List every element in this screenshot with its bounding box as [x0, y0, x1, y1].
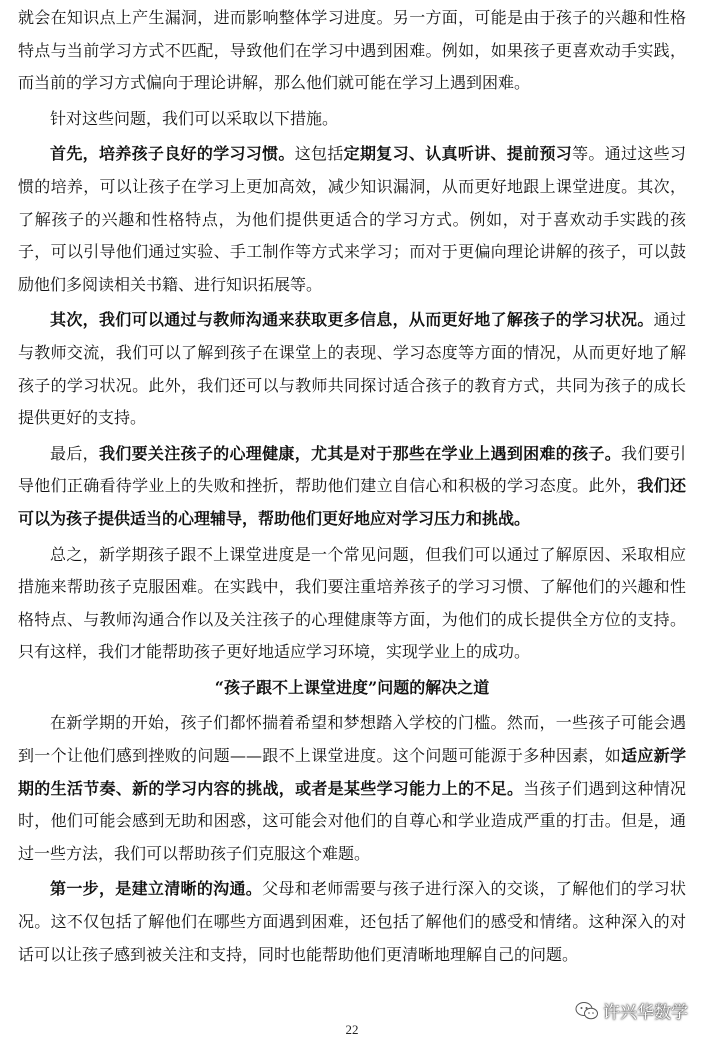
paragraph [18, 304, 686, 434]
body-text: 针对这些问题，我们可以采取以下措施。 [50, 108, 339, 128]
paragraph [18, 539, 686, 669]
page-number: 22 [345, 1022, 359, 1037]
paragraph [18, 103, 686, 136]
bold-text: 首先，培养孩子良好的学习习惯。 [50, 144, 295, 164]
bold-text: 我们要关注孩子的心理健康，尤其是对于那些在学业上遇到困难的孩子。 [98, 443, 622, 463]
section-heading: “孩子跟不上课堂进度”问题的解决之道 [214, 677, 490, 697]
paragraph [18, 707, 686, 870]
paragraph [18, 2, 686, 100]
body-text: 这包括 [294, 144, 344, 164]
body-text: 我们要引导他们正确看待学业上的失败和挫折，帮助他们建立自信心和积极的学习态度。此外， [18, 443, 686, 496]
body-text: 当孩子们遇到这种情况时，他们可能会感到无助和困惑，这可能会对他们的自尊心和学业造成严重的打击。但是，通过一些方法，我们可以帮助孩子们克服这个难题。 [18, 778, 686, 863]
body-text: 总之，新学期孩子跟不上课堂进度是一个常见问题，但我们可以通过了解原因、采取相应措施来帮助孩子克服困难。在实践中，我们要注重培养孩子的学习习惯、了解他们的兴趣和性格特点、与教师沟通合作以及关注孩子的心理健康等方面，为他们的成长提供全方位的支持。只有这样，我们才能帮助孩子更好地适应学习环境，实现学业上的成功。 [18, 544, 686, 662]
body-text: 在新学期的开始，孩子们都怀揣着希望和梦想踏入学校的门槛。然而，一些孩子可能会遇到一个让他们感到挫败的问题——跟不上课堂进度。这个问题可能源于多种因素，如 [18, 713, 686, 766]
document-body [18, 2, 686, 971]
watermark-text: 许兴华数学 [603, 1003, 688, 1023]
paragraphs-after-heading [18, 707, 686, 971]
body-text: 最后， [50, 443, 99, 463]
paragraph [18, 873, 686, 971]
bold-text: 定期复习、认真听讲、提前预习 [343, 144, 573, 164]
bold-text: 第一步，是建立清晰的沟通。 [50, 879, 263, 899]
body-text: 就会在知识点上产生漏洞，进而影响整体学习进度。另一方面，可能是由于孩子的兴趣和性格特点与当前学习方式不匹配，导致他们在学习中遇到困难。例如，如果孩子更喜欢动手实践，而当前的学习方式偏向于理论讲解，那么他们就可能在学习上遇到困难。 [18, 8, 686, 93]
body-text: 通过与教师交流，我们可以了解到孩子在课堂上的表现、学习态度等方面的情况，从而更好地了解孩子的学习状况。此外，我们还可以与教师共同探讨适合孩子的教育方式，共同为孩子的成长提供更好的支持。 [18, 310, 686, 428]
paragraph [18, 438, 686, 536]
watermark [575, 998, 688, 1023]
body-text: 父母和老师需要与孩子进行深入的交谈，了解他们的学习状况。这不仅包括了解他们在哪些方面遇到困难，还包括了解他们的感受和情绪。这种深入的对话可以让孩子感到被关注和支持，同时也能帮助他们更清晰地理解自己的问题。 [18, 879, 686, 964]
bold-text: 适应新学期的生活节奏、新的学习内容的挑战，或者是某些学习能力上的不足。 [18, 746, 686, 798]
wechat-icon [575, 1001, 599, 1021]
bold-text: 我们还可以为孩子提供适当的心理辅导，帮助他们更好地应对学习压力和挑战。 [18, 476, 686, 528]
paragraph [18, 138, 686, 301]
bold-text: 其次，我们可以通过与教师沟通来获取更多信息，从而更好地了解孩子的学习状况。 [50, 310, 654, 330]
paragraphs-before-heading [18, 2, 686, 669]
body-text: 等。通过这些习惯的培养，可以让孩子在学习上更加高效，减少知识漏洞，从而更好地跟上课堂进度。其次，了解孩子的兴趣和性格特点，为他们提供更适合的学习方式。例如，对于喜欢动手实践的孩子，可以引导他们通过实验、手工制作等方式来学习；而对于更偏向理论讲解的孩子，可以鼓励他们多阅读相关书籍、进行知识拓展等。 [18, 144, 686, 294]
